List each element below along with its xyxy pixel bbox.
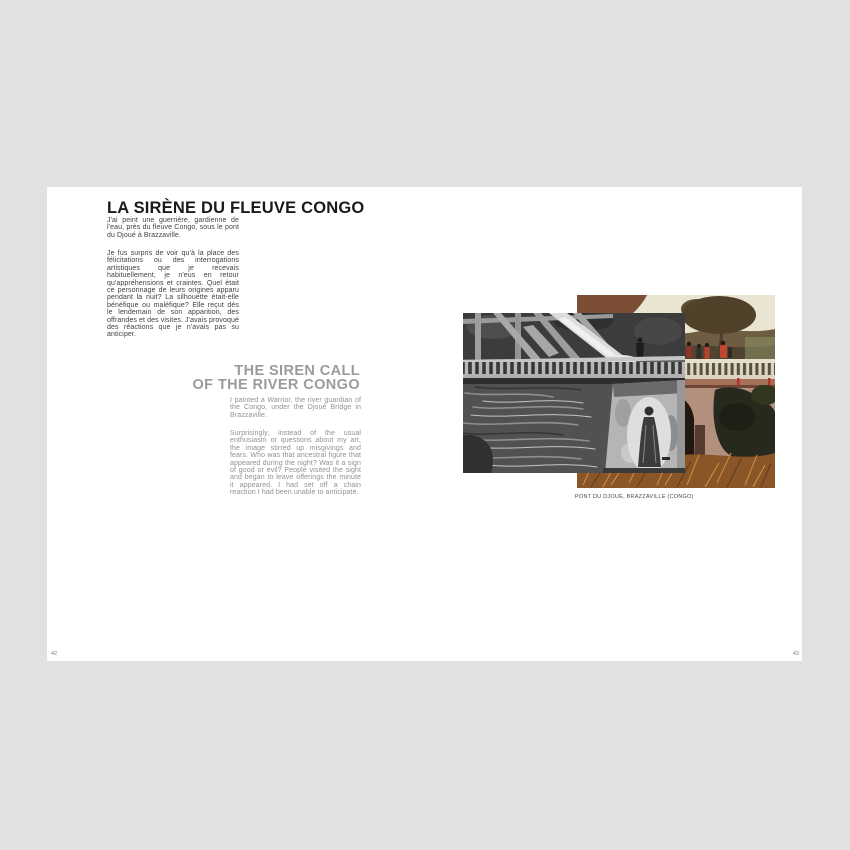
english-paragraph-2: Surprisingly, instead of the usual enthusiasm or questions about my art, the image stirred up misgivings and fears. Who was that ancestral figure that appeared during the night? Was it a sign of good or evil? People visited the sight and began to leave offerings the minute it appeared. I had set off a chain reaction I had been unable to anticipate. <box>230 430 361 497</box>
english-title <box>107 364 360 392</box>
french-title: LA SIRÈNE DU FLEUVE CONGO <box>107 199 365 218</box>
bridge-photo-bw <box>463 313 685 473</box>
page-number-left: 42 <box>51 651 58 657</box>
book-spread <box>47 187 802 661</box>
photo-caption: PONT DU DJOUÉ, BRAZZAVILLE (CONGO) <box>575 494 694 500</box>
english-paragraph-1: I painted a Warrior, the river guardian of the Congo, under the Djoué Bridge in Brazzaville. <box>230 397 361 419</box>
english-title-line2: OF THE RIVER CONGO <box>192 377 360 394</box>
french-paragraph-1: J'ai peint une guerrière, gardienne de l'eau, près du fleuve Congo, sous le pont du Djoué à Brazzaville. <box>107 217 239 239</box>
siren-mural-figure <box>627 397 671 473</box>
bridge-photo-bw-art <box>463 313 685 473</box>
bw-balustrade <box>463 356 685 384</box>
french-paragraph-2: Je fus surpris de voir qu'à la place des félicitations ou des interrogations artistiques que je recevais habituellement, je n'eus en retour qu'appréhensions et craintes. Quel était ce personnage de leurs origines apparu pendant la nuit? La silhouette était-elle bénéfique ou maléfique? Elle reçut dès le lendemain de son apparition, des offrandes et des visites. J'avais provoqué des réactions que je n'avais pas su anticiper. <box>107 250 239 339</box>
english-title-line1: THE SIREN CALL <box>234 363 360 380</box>
page-number-right: 43 <box>792 651 799 657</box>
